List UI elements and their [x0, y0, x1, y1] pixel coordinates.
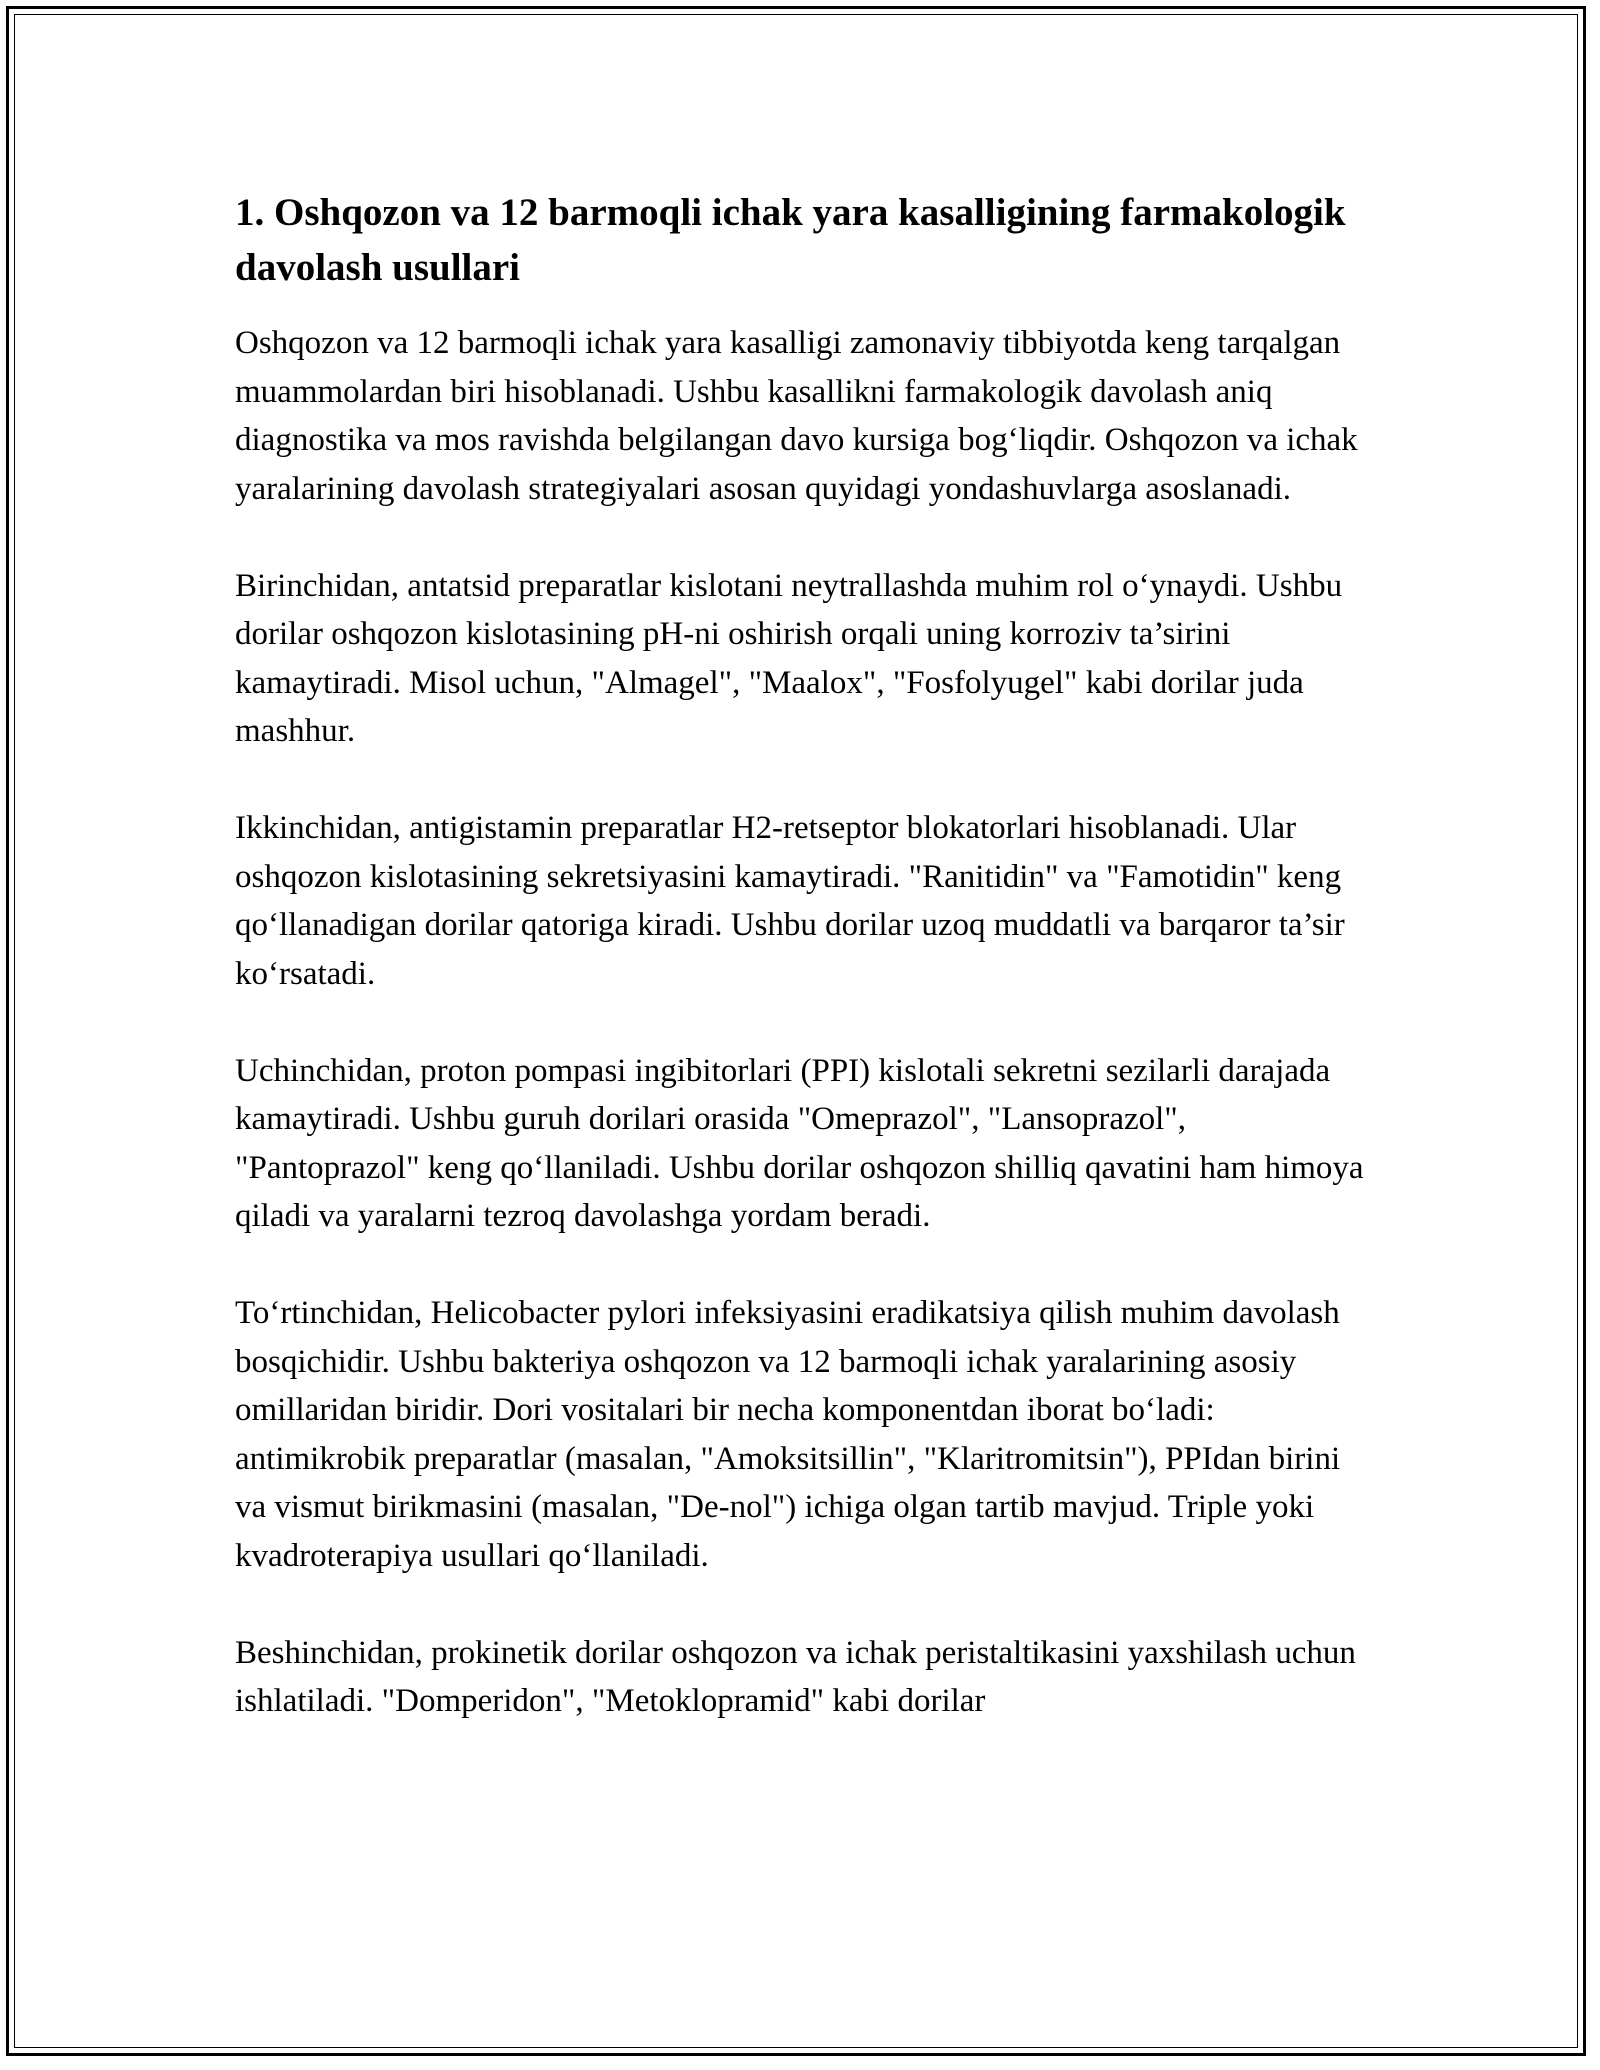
paragraph-intro: Oshqozon va 12 barmoqli ichak yara kasalligi zamonaviy tibbiyotda keng tarqalgan muammolardan biri hisoblanadi. Ushbu kasallikni farmakologik davolash aniq diagnostika va mos ravishda belgilangan davo kursiga bog‘liqdir. Oshqozon va ichak yaralarining davolash strategiyalari asosan quyidagi yondashuvlarga asoslanadi.	[235, 325, 1358, 507]
paragraph-h2-blockers: Ikkinchidan, antigistamin preparatlar H2-retseptor blokatorlari hisoblanadi. Ular oshqozon kislotasining sekretsiyasini kamaytiradi. "Ranitidin" va "Famotidin" keng qo‘llanadigan dorilar qatoriga kiradi. Ushbu dorilar uzoq muddatli va barqaror ta’sir ko‘rsatadi.	[235, 810, 1345, 992]
section-heading: 1. Oshqozon va 12 barmoqli ichak yara kasalligining farmakologik davolash usullari	[235, 191, 1346, 289]
document-body	[235, 185, 1375, 1774]
paragraph-ppi: Uchinchidan, proton pompasi ingibitorlari (PPI) kislotali sekretni sezilarli darajada kamaytiradi. Ushbu guruh dorilari orasida "Omeprazol", "Lansoprazol", "Pantoprazol" keng qo‘llaniladi. Ushbu dorilar oshqozon shilliq qavatini ham himoya qiladi va yaralarni tezroq davolashga yordam beradi.	[235, 1052, 1364, 1234]
paragraph-h-pylori: To‘rtinchidan, Helicobacter pylori infeksiyasini eradikatsiya qilish muhim davolash bosqichidir. Ushbu bakteriya oshqozon va 12 barmoqli ichak yaralarining asosiy omillaridan biridir. Dori vositalari bir necha komponentdan iborat bo‘ladi: antimikrobik preparatlar (masalan, "Amoksitsillin", "Klaritromitsin"), PPIdan birini va vismut birikmasini (masalan, "De-nol") ichiga olgan tartib mavjud. Triple yoki kvadroterapiya usullari qo‘llaniladi.	[235, 1295, 1341, 1574]
paragraph-antacids: Birinchidan, antatsid preparatlar kislotani neytrallashda muhim rol o‘ynaydi. Ushbu dorilar oshqozon kislotasining pH-ni oshirish orqali uning korroziv ta’sirini kamaytiradi. Misol uchun, "Almagel", "Maalox", "Fosfolyugel" kabi dorilar juda mashhur.	[235, 567, 1343, 749]
paragraph-prokinetics: Beshinchidan, prokinetik dorilar oshqozon va ichak peristaltikasini yaxshilash uchun ishlatiladi. "Domperidon", "Metoklopramid" kabi dorilar	[235, 1634, 1356, 1719]
